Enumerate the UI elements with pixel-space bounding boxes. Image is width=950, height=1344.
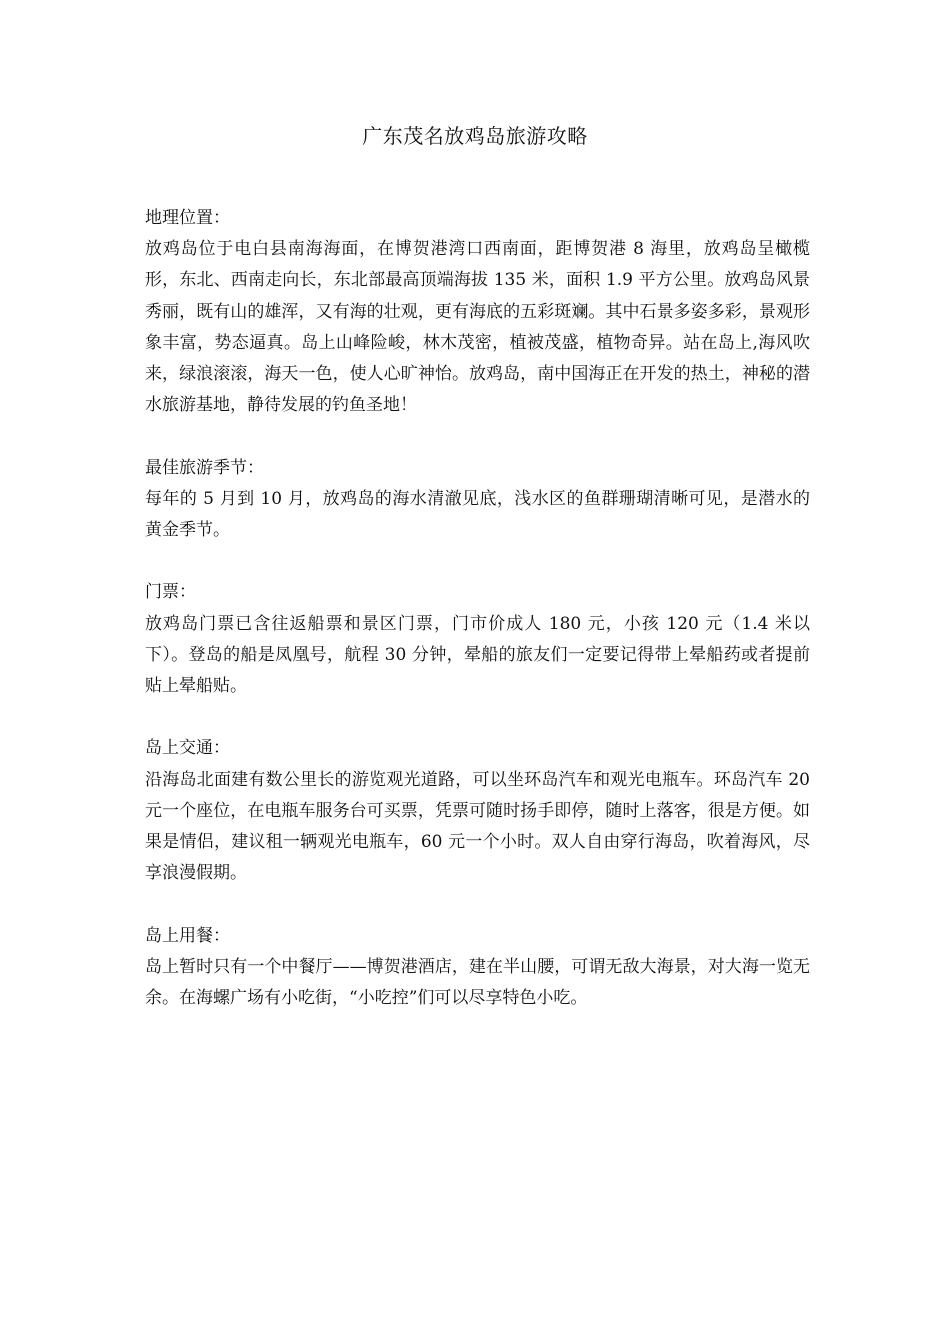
section-tickets xyxy=(145,577,810,702)
section-heading-dining: 岛上用餐： xyxy=(145,925,230,946)
section-heading-tickets: 门票： xyxy=(145,582,196,603)
section-heading-location: 地理位置： xyxy=(145,208,230,228)
document-title: 广东茂名放鸡岛旅游攻略 xyxy=(362,124,588,148)
section-body-best-season: 每年的 5 月到 10 月，放鸡岛的海水清澈见底，浅水区的鱼群珊瑚清晰可见，是潜水的黄金季节。 xyxy=(145,488,810,541)
section-dining xyxy=(145,921,810,1015)
section-body-dining: 岛上暂时只有一个中餐厅——博贺港酒店，建在半山腰，可谓无敌大海景，对大海一览无余。在海螺广场有小吃街，“小吃控”们可以尽享特色小吃。 xyxy=(145,956,810,1009)
section-body-transport: 沿海岛北面建有数公里长的游览观光道路，可以坐环岛汽车和观光电瓶车。环岛汽车 20 元一个座位，在电瓶车服务台可买票，凭票可随时扬手即停，随时上落客，很是方便。如果是情侣，建议租一辆观光电瓶车，60 元一个小时。双人自由穿行海岛，吹着海风，尽享浪漫假期。 xyxy=(145,769,810,884)
section-heading-transport: 岛上交通： xyxy=(145,738,230,759)
section-body-location: 放鸡岛位于电白县南海海面，在博贺港湾口西南面，距博贺港 8 海里，放鸡岛呈橄榄形，东北、西南走向长，东北部最高顶端海拔 135 米，面积 1.9 平方公里。放鸡岛风景秀丽，既有山的雄浑，又有海的壮观，更有海底的五彩斑斓。其中石景多姿多彩，景观形象丰富，势态逼真。岛上山峰险峻，林木茂密，植被茂盛，植物奇异。站在岛上,海风吹来，绿浪滚滚，海天一色，使人心旷神怡。放鸡岛，南中国海正在开发的热土，神秘的潜水旅游基地，静待发展的钓鱼圣地！ xyxy=(145,239,810,416)
document-content xyxy=(145,203,810,1045)
section-body-tickets: 放鸡岛门票已含往返船票和景区门票，门市价成人 180 元，小孩 120 元（1.4 米以下）。登岛的船是凤凰号，航程 30 分钟，晕船的旅友们一定要记得带上晕船药或者提前贴上晕船贴。 xyxy=(145,613,810,697)
section-transport xyxy=(145,733,810,889)
section-location xyxy=(145,203,810,421)
section-best-season xyxy=(145,453,810,547)
section-heading-best-season: 最佳旅游季节： xyxy=(145,457,264,478)
